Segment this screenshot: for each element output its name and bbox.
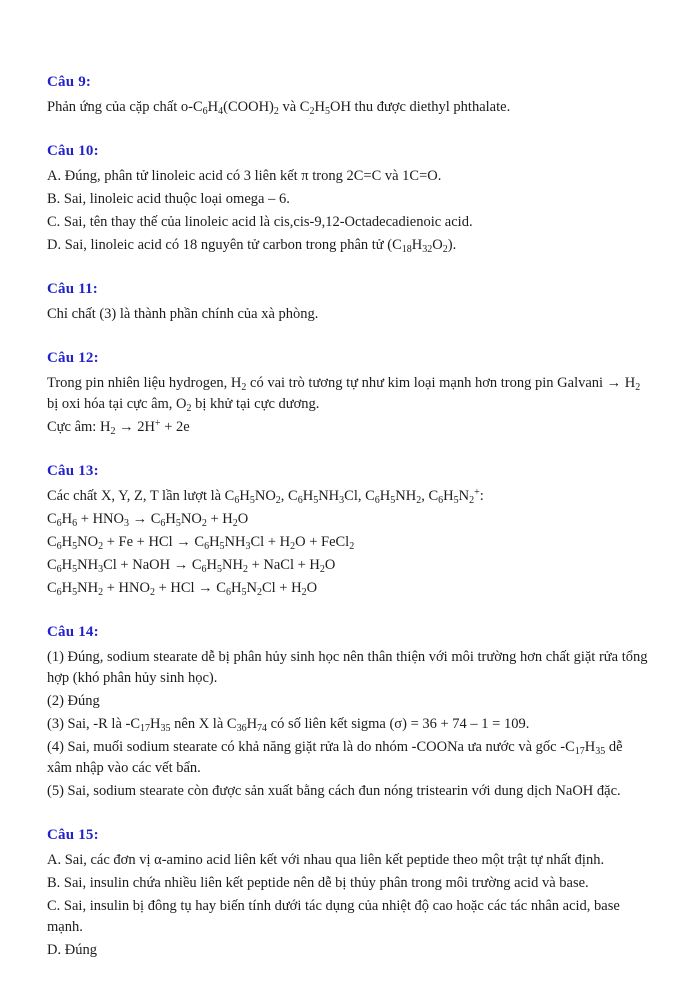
answer-paragraph: Phản ứng của cặp chất $o-C_6H_4(COOH)_2$ và $C_2H_5OH$ thu được diethyl phthalate.: [47, 99, 511, 117]
section-body: [47, 304, 648, 325]
section-body: [47, 647, 648, 802]
section-body: [47, 850, 648, 961]
answer-section: [47, 826, 648, 961]
section-body: [47, 97, 648, 118]
answer-paragraph: A. Đúng, phân tử linoleic acid có 3 liên kết π trong 2C=C và 1C=O.: [47, 168, 442, 184]
answer-paragraph: Trong pin nhiên liệu hydrogen, $H_2$ có vai trò tương tự như kim loại mạnh hơn trong pin Galvani → $H_2$ bị oxi hóa tại cực âm, $O_2$ bị khử tại cực dương.: [47, 375, 641, 414]
section-body: [47, 486, 648, 599]
answer-section: [47, 142, 648, 256]
question-heading: Câu 14:: [47, 624, 99, 640]
answer-section: [47, 462, 648, 599]
question-heading: Câu 13:: [47, 463, 99, 479]
answer-section: [47, 349, 648, 438]
answer-paragraph: Các chất X, Y, Z, T lần lượt là $C_6H_5NO_2$, $C_6H_5NH_3Cl$, $C_6H_5NH_2$, $C_6H_5N_2^+$:: [47, 487, 484, 506]
answer-paragraph: $C_6H_5NO_2 + Fe$ + HCl → $C_6H_5NH_3Cl + H_2O$ + FeCl$_2$: [47, 534, 355, 552]
answer-paragraph: (2) Đúng: [47, 693, 100, 709]
section-body: [47, 166, 648, 256]
answer-paragraph: Chỉ chất (3) là thành phần chính của xà phòng.: [47, 306, 319, 322]
question-heading: Câu 15:: [47, 827, 99, 843]
answer-paragraph: C. Sai, tên thay thế của linoleic acid là cis,cis-9,12-Octadecadienoic acid.: [47, 214, 473, 230]
question-heading: Câu 9:: [47, 74, 92, 90]
section-body: [47, 373, 648, 438]
answer-paragraph: D. Đúng: [47, 942, 97, 958]
answer-section: [47, 623, 648, 802]
answer-paragraph: $C_6H_6 + HNO_3 \to C_6H_5NO_2 + H_2O$: [47, 511, 249, 529]
question-heading: Câu 12:: [47, 350, 99, 366]
answer-paragraph: Cực âm: $H_2 \to 2H^+ + 2e$: [47, 418, 190, 437]
answer-paragraph: B. Sai, linoleic acid thuộc loại omega – 6.: [47, 191, 290, 207]
answer-section: [47, 73, 648, 118]
question-heading: Câu 10:: [47, 143, 99, 159]
answer-paragraph: (4) Sai, muối sodium stearate có khả năng giặt rửa là do nhóm -COONa ưa nước và gốc $-C_{17}H_{35}$ dễ xâm nhập vào các vết bẩn.: [47, 739, 623, 776]
answer-paragraph: A. Sai, các đơn vị α-amino acid liên kết với nhau qua liên kết peptide theo một trật tự nhất định.: [47, 852, 605, 868]
answer-paragraph: B. Sai, insulin chứa nhiều liên kết peptide nên dễ bị thủy phân trong môi trường acid và base.: [47, 875, 589, 891]
answer-paragraph: (5) Sai, sodium stearate còn được sản xuất bằng cách đun nóng tristearin với dung dịch NaOH đặc.: [47, 783, 621, 799]
answer-section: [47, 280, 648, 325]
answer-paragraph: D. Sai, linoleic acid có 18 nguyên tử carbon trong phân tử $(C_{18}H_{32}O_2)$.: [47, 237, 457, 255]
answer-paragraph: $C_6H_5NH_3Cl$ + NaOH → $C_6H_5NH_2$ + NaCl + $H_2O$: [47, 557, 336, 575]
answer-paragraph: (3) Sai, -R là $-C_{17}H_{35}$ nên X là $C_{36}H_{74}$ có số liên kết sigma (σ) = 36 + 74 – 1 = 109.: [47, 716, 530, 734]
answer-paragraph: (1) Đúng, sodium stearate dễ bị phân hủy sinh học nên thân thiện với môi trường hơn chất giặt rửa tổng hợp (khó phân hủy sinh học).: [47, 649, 648, 686]
answer-paragraph: $C_6H_5NH_2 + HNO_2$ + HCl → $C_6H_5N_2Cl + H_2O$: [47, 580, 318, 598]
question-heading: Câu 11:: [47, 281, 98, 297]
answer-paragraph: C. Sai, insulin bị đông tụ hay biến tính dưới tác dụng của nhiệt độ cao hoặc các tác nhân acid, base mạnh.: [47, 898, 620, 935]
